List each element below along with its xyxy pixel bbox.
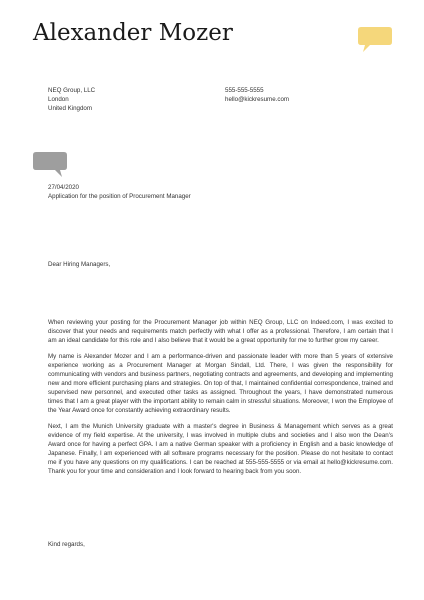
speech-bubble-icon xyxy=(358,27,392,53)
recipient-country: United Kingdom xyxy=(48,105,93,112)
letter-meta xyxy=(48,183,191,201)
sender-contact xyxy=(225,86,289,104)
letter-subject: Application for the position of Procurement Manager xyxy=(48,193,191,200)
recipient-company: NEQ Group, LLC xyxy=(48,87,96,94)
body-paragraph: My name is Alexander Mozer and I am a performance-driven and passionate leader with more than 5 years of extensive experience working as a Procurement Manager at Morgan Sindall, Ltd. There, I was given the responsibility for communicating with vendors and business partners, negotiating contracts and agreements, and developing and implementing new and more efficient purchasing plans and strategies. On top of that, I maintained confidential correspondence, trained and supervised new personnel, and executed other tasks as assigned. Throughout the years, I have demonstrated numerous times that I am a great player with the important ability to remain calm in stressful situations. Moreover, I won the Employee of the Year Award once for constantly achieving extraordinary results. xyxy=(48,353,393,414)
letter-body xyxy=(48,318,393,483)
greeting: Dear Hiring Managers, xyxy=(48,261,111,268)
email-link[interactable]: hello@kickresume.com xyxy=(225,96,290,103)
body-paragraph: Next, I am the Munich University graduate with a master's degree in Business & Management which serves as a great evidence of my field expertise. At the university, I was involved in multiple clubs and societies and I also won the Dean's Award once for having a perfect GPA. I am a native German speaker with a proficiency in English and a basic knowledge of Japanese. Finally, I am experienced with all software programs necessary for the position. Please do not hesitate to contact me if you have any questions on my qualifications. I can be reached at 555-555-5555 or via email at hello@kickresume.com. Thank you for your time and consideration and I look forward to hearing back from you soon. xyxy=(48,423,393,475)
closing: Kind regards, xyxy=(48,541,85,548)
recipient-address xyxy=(48,86,95,113)
letter-date: 27/04/2020 xyxy=(48,184,79,191)
speech-bubble-icon xyxy=(33,152,67,178)
applicant-name: Alexander Mozer xyxy=(33,20,233,46)
body-paragraph: When reviewing your posting for the Procurement Manager job within NEQ Group, LLC on Indeed.com, I was excited to discover that your needs and requirements match perfectly with what I offer as a professional. Therefore, I am certain that I am an ideal candidate for this role and I also believe that it would be a great opportunity for me to further grow my career. xyxy=(48,319,393,344)
recipient-city: London xyxy=(48,96,69,103)
phone-number: 555-555-5555 xyxy=(225,87,264,94)
